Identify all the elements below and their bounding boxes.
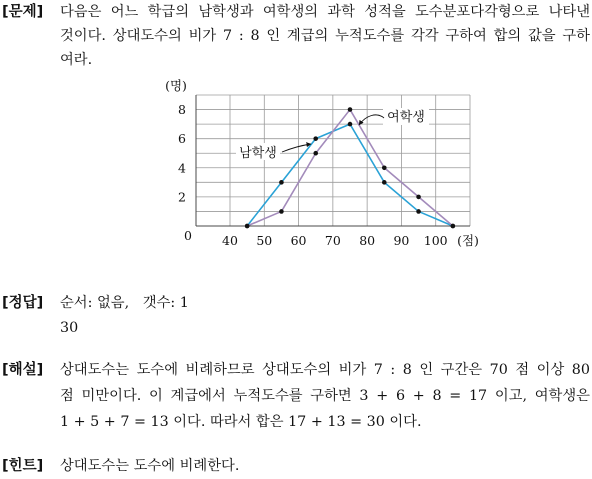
data-point <box>313 151 318 156</box>
data-point <box>348 122 353 127</box>
data-point <box>451 224 456 229</box>
x-axis-unit: (점) <box>457 233 479 248</box>
hint-text: 상대도수는 도수에 비례한다. <box>60 458 240 474</box>
x-tick-label: 70 <box>324 233 341 248</box>
y-tick-label: 4 <box>178 160 186 176</box>
data-point <box>416 209 421 214</box>
data-point <box>382 165 387 170</box>
x-tick-label: 40 <box>222 233 238 248</box>
y-tick-label: 2 <box>178 189 186 205</box>
hint-label: [힌트] <box>2 458 44 474</box>
y-tick-label: 6 <box>178 131 186 147</box>
problem-text <box>60 0 590 72</box>
data-point <box>279 180 284 185</box>
x-tick-label: 100 <box>423 233 448 248</box>
answer-summary: 순서: 없음, 갯수: 1 <box>60 295 189 311</box>
explanation-line: 1 + 5 + 7 = 13 이다. 따라서 합은 17 + 13 = 30 이다. <box>60 414 422 430</box>
boys-frequency-line <box>247 124 453 226</box>
explanation-label: [해설] <box>2 362 44 378</box>
girls-series-label: 여학생 <box>387 110 425 125</box>
boys-series-label: 남학생 <box>239 146 277 161</box>
problem-line: 다음은 어느 학급의 남학생과 여학생의 과학 성적을 도수분포다각형으로 나타낸 <box>60 4 590 20</box>
x-tick-label: 50 <box>256 233 273 248</box>
origin-label: 0 <box>184 228 192 243</box>
explanation-line: 점 미만이다. 이 계급에서 누적도수를 구하면 3 + 6 + 8 = 17 이고, 여학생은 <box>60 388 590 404</box>
data-point <box>382 180 387 185</box>
y-tick-label: 8 <box>178 102 186 118</box>
explanation-text <box>60 357 590 435</box>
data-point <box>416 195 421 200</box>
answer-label: [정답] <box>2 295 44 311</box>
problem-label: [문제] <box>2 4 44 20</box>
frequency-polygon-chart <box>150 75 490 255</box>
label-pointer-arrow <box>359 115 384 125</box>
answer-text <box>60 291 590 341</box>
problem-line: 것이다. 상대도수의 비가 7 : 8 인 계급의 누적도수를 각각 구하여 합의 값을 구하 <box>60 28 590 44</box>
x-tick-label: 60 <box>290 233 307 248</box>
y-axis-unit: (명) <box>165 78 187 93</box>
x-tick-label: 80 <box>359 233 376 248</box>
x-tick-label: 90 <box>393 233 410 248</box>
data-point <box>245 224 250 229</box>
data-point <box>348 107 353 112</box>
answer-value: 30 <box>60 320 79 336</box>
problem-line: 여라. <box>60 52 93 68</box>
hint-text-block <box>60 454 590 478</box>
data-point <box>313 136 318 141</box>
data-point <box>279 209 284 214</box>
explanation-line: 상대도수는 도수에 비례하므로 상대도수의 비가 7 : 8 인 구간은 70 점 이상 80 <box>60 362 590 378</box>
